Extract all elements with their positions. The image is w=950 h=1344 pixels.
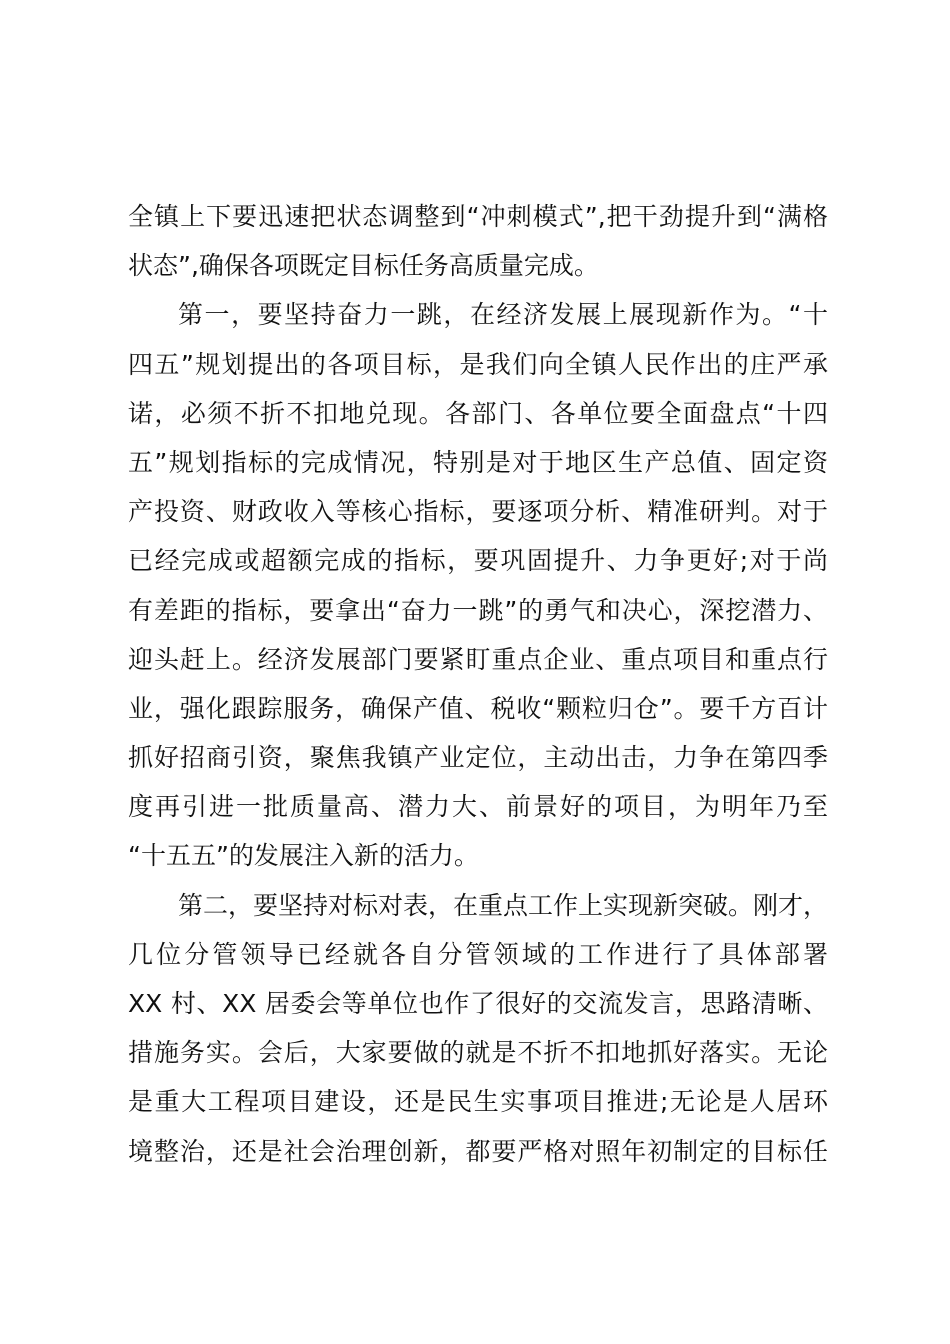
body-text: [128, 192, 828, 1176]
text-line: 产投资、财政收入等核心指标，要逐项分析、精准研判。对于: [128, 497, 828, 527]
text-line: 是重大工程项目建设，还是民生实事项目推进;无论是人居环: [128, 1087, 828, 1117]
text-line: 业，强化跟踪服务，确保产值、税收“颗粒归仓”。要千方百计: [128, 693, 828, 723]
text-line: 已经完成或超额完成的指标，要巩固提升、力争更好;对于尚: [128, 546, 828, 576]
text-line: 五”规划指标的完成情况，特别是对于地区生产总值、固定资: [128, 447, 828, 477]
text-line: 诺，必须不折不扣地兑现。各部门、各单位要全面盘点“十四: [128, 398, 828, 428]
text-line: “十五五”的发展注入新的活力。: [128, 841, 479, 871]
text-line: 抓好招商引资，聚焦我镇产业定位，主动出击，力争在第四季: [128, 743, 828, 773]
text-line: 度再引进一批质量高、潜力大、前景好的项目，为明年乃至: [128, 792, 828, 822]
text-line: 四五”规划提出的各项目标，是我们向全镇人民作出的庄严承: [128, 349, 828, 379]
text-line: 境整治，还是社会治理创新，都要严格对照年初制定的目标任: [128, 1136, 828, 1166]
text-line: 状态”,确保各项既定目标任务高质量完成。: [128, 251, 599, 281]
paragraph-first-line: 第二，要坚持对标对表，在重点工作上实现新突破。刚才，: [178, 890, 828, 920]
paragraph-first-line: 第一，要坚持奋力一跳，在经济发展上展现新作为。“十: [178, 300, 828, 330]
text-line: 有差距的指标，要拿出“奋力一跳”的勇气和决心，深挖潜力、: [128, 595, 828, 625]
text-line: XX 村、XX 居委会等单位也作了很好的交流发言，思路清晰、: [128, 989, 828, 1018]
text-line: 几位分管领导已经就各自分管领域的工作进行了具体部署: [128, 939, 828, 969]
text-line: 全镇上下要迅速把状态调整到“冲刺模式”,把干劲提升到“满格: [128, 202, 828, 231]
text-line: 迎头赶上。经济发展部门要紧盯重点企业、重点项目和重点行: [128, 644, 828, 674]
text-line: 措施务实。会后，大家要做的就是不折不扣地抓好落实。无论: [128, 1038, 828, 1068]
